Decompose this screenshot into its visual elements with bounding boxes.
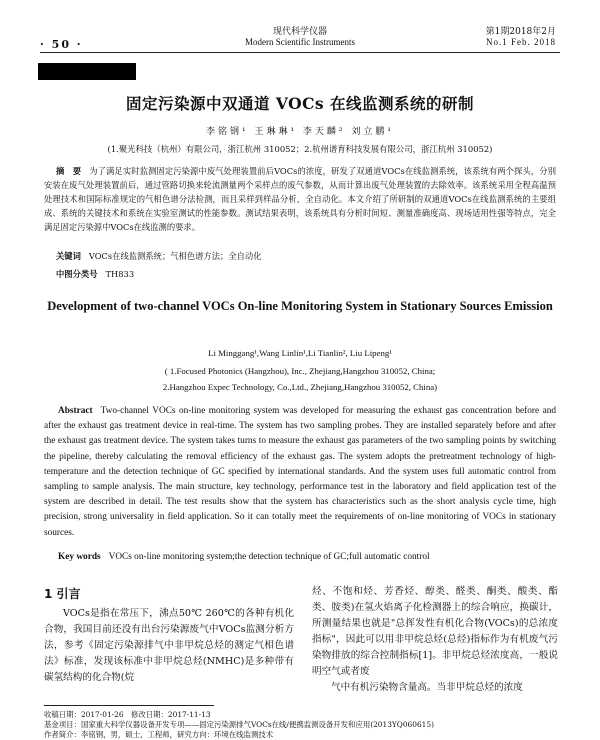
footnote-author: 作者简介：李铭钢，男，硕士，工程师，研究方向：环境在线监测技术 <box>44 730 274 739</box>
affiliation-en-2: 2.Hangzhou Expec Technology, Co.,Ltd., Zhejiang,Hangzhou 310052, China) <box>162 382 438 392</box>
paper-title-cn: 固定污染源中双通道 VOCs 在线监测系统的研制 <box>125 94 475 113</box>
affiliation-en-1: ( 1.Focused Photonics (Hangzhou), Inc., Zhejiang,Hangzhou 310052, China; <box>164 366 436 376</box>
authors-cn: 李铭钢¹ 王琳琳¹ 李天麟² 刘立鹏¹ <box>205 127 394 137</box>
abstract-cn <box>44 164 556 234</box>
paper-title-en: Development of two-channel VOCs On-line Monitoring System in Stationary Sources Emission <box>47 299 553 313</box>
keywords-cn-text: VOCs在线监测系统；气相色谱方法；全自动化 <box>88 251 262 261</box>
footnote-rule <box>44 705 214 706</box>
keywords-cn-label: 关键词 <box>56 251 81 261</box>
authors-en: Li Minggang¹,Wang Linlin¹,Li Tianlin², Liu Lipeng¹ <box>208 348 392 358</box>
issue-date: No.1 Feb. 2018 <box>486 37 556 47</box>
header-rule <box>40 52 560 53</box>
classification-label: 中图分类号 <box>56 269 98 279</box>
classification-value: TH833 <box>105 269 135 279</box>
abstract-cn-label: 摘 要 <box>56 166 82 176</box>
body-text-right: 烃、不饱和烃、芳香烃、醇类、醛类、酮类、酸类、酯类、胺类)在氢火焰离子化检测器上的综合响应，换碳计，所测量结果也就是"总挥发性有机化合物(VOCs)的总浓度指标"，因此可以用非甲烷总烃(总烃)指标作为有机废气污染物排放的综合控制指标[1]。非甲烷总烃浓度高，一般说明空气或者废 <box>312 586 558 677</box>
body-text-right-2: 气中有机污染物含量高。当非甲烷总烃的浓度 <box>331 682 523 693</box>
keywords-en <box>58 552 430 562</box>
page-number: · 50 · <box>40 38 83 51</box>
keywords-en-label: Key words <box>58 552 101 562</box>
journal-name-en: Modern Scientific Instruments <box>245 37 355 47</box>
abstract-en-text: Two-channel VOCs on-line monitoring system was developed for measuring the exhaust gas concentration before and after the exhaust gas treatment device in real-time. The system has two sampling probes. They are installed separately before and after the exhaust gas treatment device. The system takes turns to measure the exhaust gas parameters of the two sampling points by switching the pipeline, thereby calculating the removal efficiency of the exhaust gas. The system adopts the pretreatment technology of high-temperature and the detection technique of GC specified by international standards. And the system uses full automatic control from sampling to sample analysis. The main structure, key technology, performance test in the laboratory and field application test of the system are described in detail. The test results show that the system has characteristics such as the short analysis cycle time, high precision, strong universality in field application. So it can totally meet the requirements of on-line monitoring of VOCs in stationary sources. <box>44 406 556 538</box>
issue-info: 第1期2018年2月 <box>485 27 556 37</box>
redaction-block <box>38 63 136 80</box>
classification-number <box>56 268 134 280</box>
footnote-received: 收稿日期：2017-01-26 修改日期：2017-11-13 <box>44 710 211 719</box>
footnote-fund: 基金项目：国家重大科学仪器设备开发专项——固定污染源排气VOCs在线/便携监测设备开发和应用(2013YQ060615) <box>44 720 434 729</box>
keywords-en-text: VOCs on-line monitoring system;the detection technique of GC;full automatic control <box>108 552 430 562</box>
affiliation-cn: (1.聚光科技（杭州）有限公司，浙江杭州 310052；2.杭州谱育科技发展有限公司，浙江杭州 310052) <box>107 144 493 154</box>
journal-name-cn: 现代科学仪器 <box>272 27 327 37</box>
abstract-en <box>44 404 556 541</box>
body-text-left: VOCs是指在常压下，沸点50℃ 260℃的各种有机化合物，我国目前还没有出台污染源废气中VOCs监测分析方法，参考《固定污染源排气中非甲烷总烃的测定气相色谱法》标准，发现该标准中非甲烷总烃(NMHC)是多种带有碳氢结构的化合物(烷 <box>44 608 294 683</box>
abstract-en-label: Abstract <box>58 406 93 416</box>
keywords-cn <box>56 250 262 262</box>
footnotes <box>44 710 434 740</box>
section-heading: 1 引言 <box>44 587 81 601</box>
abstract-cn-text: 为了满足实时监测固定污染源中废气处理装置前后VOCs的浓度，研发了双通道VOCs在线监测系统，该系统有两个探头，分别安装在废气处理装置前后，通过管路切换来轮流测量两个采样点的废气参数，从而计算出废气处理装置的去除效率。该系统采用全程高温预处理技术和国际标准规定的气相色谱分法检测，而且采样到样品分析，全自动化。本文介绍了所研制的双通道VOCs在线监测系统的主要组成、系统的关键技术和系统在实验室测试的性能参数。测试结果表明，该系统具有分析时间短、测量准确度高、现场适用性强等特点，完全满足固定污染源中VOCs在线监测的要求。 <box>44 166 556 232</box>
